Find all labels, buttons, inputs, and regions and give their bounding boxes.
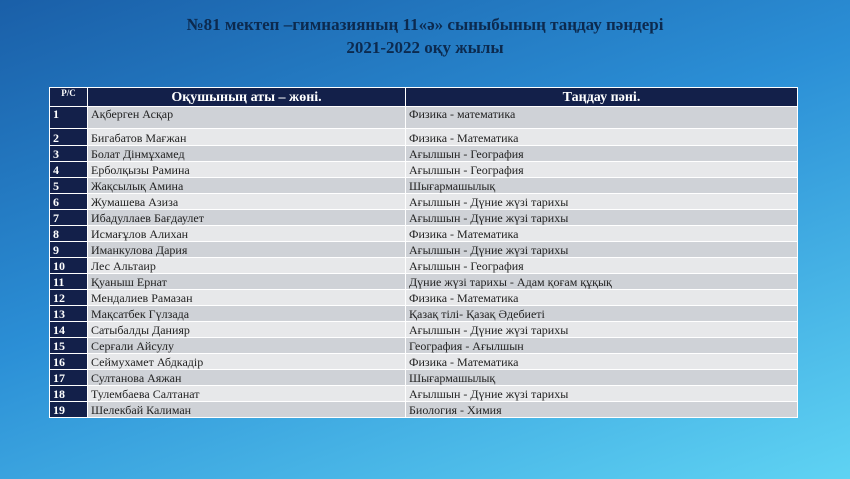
elective-subject: Физика - математика xyxy=(406,107,798,129)
row-number: 7 xyxy=(50,210,88,226)
elective-subject: Физика - Математика xyxy=(406,226,798,242)
row-number: 10 xyxy=(50,258,88,274)
student-name: Султанова Аяжан xyxy=(88,370,406,386)
row-number: 1 xyxy=(50,107,88,129)
row-number: 3 xyxy=(50,146,88,162)
table-row xyxy=(50,146,798,162)
student-name: Лес Альтаир xyxy=(88,258,406,274)
elective-subject: Қазақ тілі- Қазақ Әдебиеті xyxy=(406,306,798,322)
elective-subject: География - Ағылшын xyxy=(406,338,798,354)
student-name: Қуаныш Ернат xyxy=(88,274,406,290)
elective-subject: Физика - Математика xyxy=(406,290,798,306)
page-subtitle: 2021-2022 оқу жылы xyxy=(346,38,504,57)
table-row xyxy=(50,306,798,322)
student-name: Жумашева Азиза xyxy=(88,194,406,210)
student-name: Шелекбай Калиман xyxy=(88,402,406,418)
row-number: 9 xyxy=(50,242,88,258)
table-row xyxy=(50,107,798,129)
table-body xyxy=(50,107,798,418)
elective-subject: Ағылшын - Дүние жүзі тарихы xyxy=(406,194,798,210)
elective-subject: Физика - Математика xyxy=(406,354,798,370)
table-row xyxy=(50,322,798,338)
table-row xyxy=(50,354,798,370)
elective-subject: Биология - Химия xyxy=(406,402,798,418)
row-number: 5 xyxy=(50,178,88,194)
row-number: 4 xyxy=(50,162,88,178)
student-name: Иманкулова Дария xyxy=(88,242,406,258)
table-row xyxy=(50,402,798,418)
column-header-student-name: Оқушының аты – жөні. xyxy=(88,88,406,107)
row-number: 8 xyxy=(50,226,88,242)
row-number: 2 xyxy=(50,129,88,146)
page-title: №81 мектеп –гимназияның 11«ә» сыныбының таңдау пәндері xyxy=(186,15,664,34)
student-name: Ибадуллаев Бағдаулет xyxy=(88,210,406,226)
elective-subject: Ағылшын - Дүние жүзі тарихы xyxy=(406,242,798,258)
student-name: Серғали Айсулу xyxy=(88,338,406,354)
student-name: Мендалиев Рамазан xyxy=(88,290,406,306)
row-number: 16 xyxy=(50,354,88,370)
student-name: Сатыбалды Данияр xyxy=(88,322,406,338)
elective-subject: Ағылшын - География xyxy=(406,258,798,274)
elective-subject: Ағылшын - География xyxy=(406,162,798,178)
table-row xyxy=(50,370,798,386)
table-row xyxy=(50,194,798,210)
row-number: 15 xyxy=(50,338,88,354)
elective-subject: Шығармашылық xyxy=(406,370,798,386)
column-header-number: Р/С xyxy=(50,88,88,107)
student-name: Исмағұлов Алихан xyxy=(88,226,406,242)
row-number: 14 xyxy=(50,322,88,338)
elective-subject: Физика - Математика xyxy=(406,129,798,146)
elective-subject: Ағылшын - География xyxy=(406,146,798,162)
elective-subject: Ағылшын - Дүние жүзі тарихы xyxy=(406,210,798,226)
row-number: 13 xyxy=(50,306,88,322)
elective-subject: Дүние жүзі тарихы - Адам қоғам құқық xyxy=(406,274,798,290)
elective-subject: Ағылшын - Дүние жүзі тарихы xyxy=(406,322,798,338)
row-number: 19 xyxy=(50,402,88,418)
student-name: Сеймухамет Абдкадір xyxy=(88,354,406,370)
student-name: Бигабатов Мағжан xyxy=(88,129,406,146)
table-row xyxy=(50,226,798,242)
student-name: Болат Дінмұхамед xyxy=(88,146,406,162)
student-name: Жақсылық Амина xyxy=(88,178,406,194)
table-row xyxy=(50,129,798,146)
student-name: Мақсатбек Гүлзада xyxy=(88,306,406,322)
table-row xyxy=(50,242,798,258)
table-row xyxy=(50,258,798,274)
row-number: 18 xyxy=(50,386,88,402)
elective-subjects-table xyxy=(49,87,798,418)
student-name: Ақберген Асқар xyxy=(88,107,406,129)
elective-subject: Шығармашылық xyxy=(406,178,798,194)
row-number: 12 xyxy=(50,290,88,306)
table-row xyxy=(50,290,798,306)
table-row xyxy=(50,178,798,194)
row-number: 11 xyxy=(50,274,88,290)
student-name: Тулембаева Салтанат xyxy=(88,386,406,402)
table-row xyxy=(50,162,798,178)
elective-subject: Ағылшын - Дүние жүзі тарихы xyxy=(406,386,798,402)
row-number: 17 xyxy=(50,370,88,386)
table-header-row xyxy=(50,88,798,107)
table-row xyxy=(50,338,798,354)
table-row xyxy=(50,386,798,402)
row-number: 6 xyxy=(50,194,88,210)
student-name: Ерболқызы Рамина xyxy=(88,162,406,178)
table-row xyxy=(50,274,798,290)
column-header-subject: Таңдау пәні. xyxy=(406,88,798,107)
table-row xyxy=(50,210,798,226)
